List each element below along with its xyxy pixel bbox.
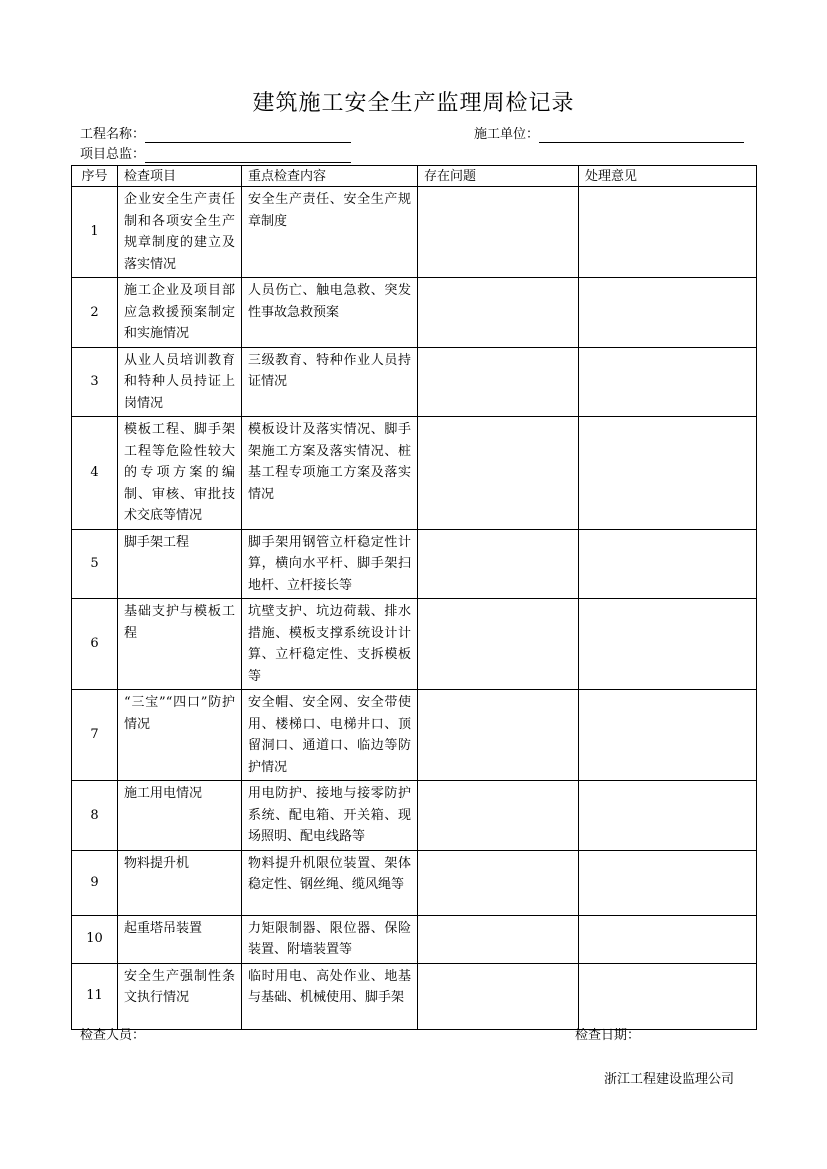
row-opinion-cell[interactable]	[579, 850, 757, 915]
row-number: 10	[72, 915, 118, 963]
table-row	[72, 963, 757, 1029]
row-focus-content: 坑壁支护、坑边荷载、排水措施、模板支撑系统设计计算、立杆稳定性、支拆模板等	[242, 599, 418, 690]
row-issue-cell[interactable]	[418, 347, 579, 417]
row-issue-cell[interactable]	[418, 781, 579, 851]
row-check-item: 企业安全生产责任制和各项安全生产规章制度的建立及落实情况	[118, 187, 242, 278]
row-number: 4	[72, 417, 118, 530]
row-focus-content: 临时用电、高处作业、地基与基础、机械使用、脚手架	[242, 963, 418, 1029]
table-header-row	[72, 166, 757, 187]
row-opinion-cell[interactable]	[579, 347, 757, 417]
table-row	[72, 915, 757, 963]
contractor-label: 施工单位：	[474, 127, 540, 142]
row-check-item: 基础支护与模板工程	[118, 599, 242, 690]
row-issue-cell[interactable]	[418, 850, 579, 915]
table-row	[72, 850, 757, 915]
header-focus: 重点检查内容	[242, 166, 418, 187]
row-opinion-cell[interactable]	[579, 690, 757, 781]
row-focus-content: 物料提升机限位装置、架体稳定性、钢丝绳、缆风绳等	[242, 850, 418, 915]
inspection-date-label: 检查日期：	[575, 1028, 641, 1043]
header-item: 检查项目	[118, 166, 242, 187]
header-opinion: 处理意见	[579, 166, 757, 187]
row-check-item: 施工企业及项目部应急救援预案制定和实施情况	[118, 278, 242, 348]
row-issue-cell[interactable]	[418, 529, 579, 599]
row-number: 1	[72, 187, 118, 278]
row-number: 9	[72, 850, 118, 915]
table-row	[72, 781, 757, 851]
row-check-item: 起重塔吊装置	[118, 915, 242, 963]
table-row	[72, 417, 757, 530]
row-number: 5	[72, 529, 118, 599]
row-opinion-cell[interactable]	[579, 781, 757, 851]
row-check-item: 安全生产强制性条文执行情况	[118, 963, 242, 1029]
row-number: 2	[72, 278, 118, 348]
row-check-item: 模板工程、脚手架工程等危险性较大的专项方案的编制、审核、审批技术交底等情况	[118, 417, 242, 530]
row-focus-content: 安全帽、安全网、安全带使用、楼梯口、电梯井口、顶留洞口、通道口、临边等防护情况	[242, 690, 418, 781]
table-row	[72, 278, 757, 348]
row-check-item: 物料提升机	[118, 850, 242, 915]
inspection-table	[71, 165, 757, 1030]
row-check-item: 从业人员培训教育和特种人员持证上岗情况	[118, 347, 242, 417]
row-number: 8	[72, 781, 118, 851]
project-name-field	[80, 127, 351, 143]
contractor-input[interactable]	[539, 129, 744, 143]
chief-supervisor-input[interactable]	[145, 149, 351, 163]
table-row	[72, 347, 757, 417]
project-name-input[interactable]	[145, 129, 351, 143]
row-number: 7	[72, 690, 118, 781]
row-opinion-cell[interactable]	[579, 599, 757, 690]
page-title: 建筑施工安全生产监理周检记录	[252, 91, 575, 116]
chief-supervisor-field	[80, 147, 351, 163]
row-opinion-cell[interactable]	[579, 529, 757, 599]
header-no: 序号	[72, 166, 118, 187]
row-check-item: “三宝”“四口”防护情况	[118, 690, 242, 781]
row-number: 11	[72, 963, 118, 1029]
row-check-item: 脚手架工程	[118, 529, 242, 599]
row-number: 6	[72, 599, 118, 690]
row-focus-content: 用电防护、接地与接零防护系统、配电箱、开关箱、现场照明、配电线路等	[242, 781, 418, 851]
row-opinion-cell[interactable]	[579, 963, 757, 1029]
row-issue-cell[interactable]	[418, 278, 579, 348]
row-issue-cell[interactable]	[418, 963, 579, 1029]
row-issue-cell[interactable]	[418, 599, 579, 690]
row-focus-content: 三级教育、特种作业人员持证情况	[242, 347, 418, 417]
company-name: 浙江工程建设监理公司	[604, 1072, 735, 1087]
contractor-field	[474, 127, 744, 143]
row-focus-content: 模板设计及落实情况、脚手架施工方案及落实情况、桩基工程专项施工方案及落实情况	[242, 417, 418, 530]
chief-supervisor-label: 项目总监：	[80, 147, 146, 162]
row-focus-content: 脚手架用钢管立杆稳定性计算，横向水平杆、脚手架扫地杆、立杆接长等	[242, 529, 418, 599]
table-row	[72, 599, 757, 690]
table-row	[72, 187, 757, 278]
row-number: 3	[72, 347, 118, 417]
table-row	[72, 690, 757, 781]
row-focus-content: 力矩限制器、限位器、保险装置、附墙装置等	[242, 915, 418, 963]
row-check-item: 施工用电情况	[118, 781, 242, 851]
row-opinion-cell[interactable]	[579, 187, 757, 278]
row-issue-cell[interactable]	[418, 187, 579, 278]
table-row	[72, 529, 757, 599]
row-focus-content: 安全生产责任、安全生产规章制度	[242, 187, 418, 278]
row-opinion-cell[interactable]	[579, 417, 757, 530]
row-opinion-cell[interactable]	[579, 915, 757, 963]
row-opinion-cell[interactable]	[579, 278, 757, 348]
row-issue-cell[interactable]	[418, 417, 579, 530]
inspector-label: 检查人员：	[80, 1028, 146, 1043]
project-name-label: 工程名称：	[80, 127, 146, 142]
row-issue-cell[interactable]	[418, 690, 579, 781]
row-issue-cell[interactable]	[418, 915, 579, 963]
header-issue: 存在问题	[418, 166, 579, 187]
row-focus-content: 人员伤亡、触电急救、突发性事故急救预案	[242, 278, 418, 348]
